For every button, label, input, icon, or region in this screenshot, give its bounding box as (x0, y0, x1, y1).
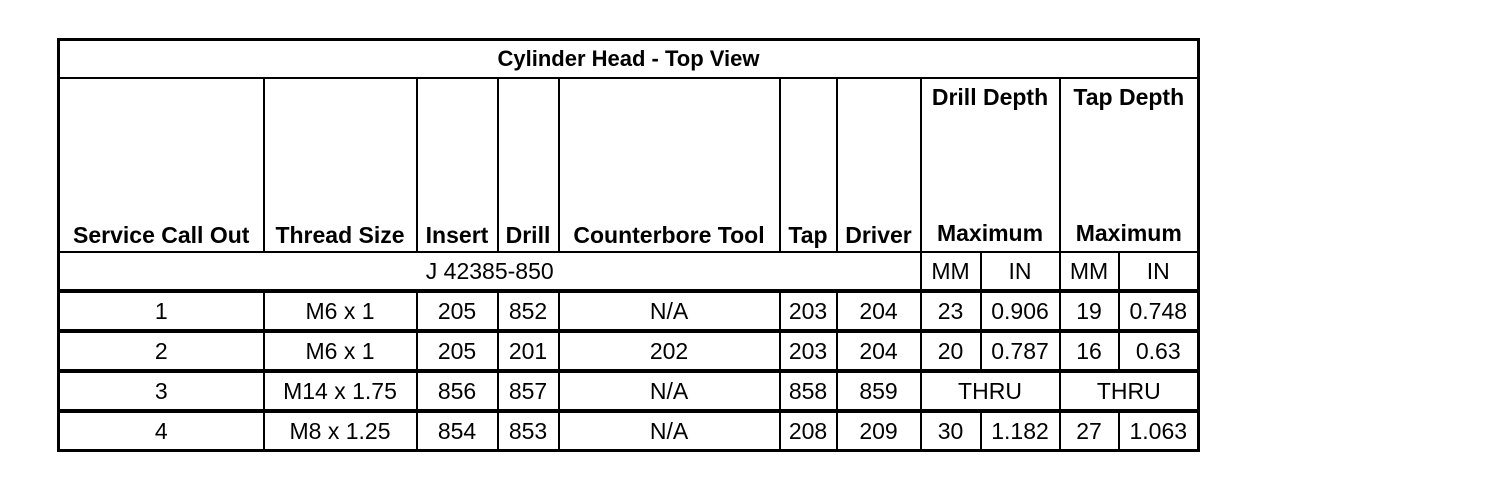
cell-drill: 853 (498, 411, 559, 451)
cell-insert: 854 (417, 411, 498, 451)
unit-tap-mm: MM (1060, 252, 1119, 291)
table-row (59, 411, 1199, 451)
cell-tap: 858 (780, 371, 837, 411)
cell-tap-depth: THRU (1060, 371, 1199, 411)
cell-drill-mm: 20 (921, 331, 981, 371)
header-service-call-out: Service Call Out (59, 78, 264, 252)
kit-unit-row (59, 252, 1199, 291)
cell-drill-mm: 23 (921, 291, 981, 331)
cell-drill-depth: THRU (921, 371, 1060, 411)
cell-tap: 203 (780, 291, 837, 331)
cell-counterbore-tool: 202 (559, 331, 780, 371)
cell-tap-mm: 16 (1060, 331, 1119, 371)
header-insert: Insert (417, 78, 498, 252)
header-tap: Tap (780, 78, 837, 252)
header-drill-depth-label: Drill Depth (931, 84, 1049, 110)
cell-service-call-out: 1 (59, 291, 264, 331)
cell-service-call-out: 3 (59, 371, 264, 411)
header-tap-depth-sub: Maximum (1075, 220, 1182, 246)
table-row (59, 331, 1199, 371)
kit-part-number: J 42385-850 (59, 252, 921, 291)
header-drill: Drill (498, 78, 559, 252)
cell-drill: 852 (498, 291, 559, 331)
cell-drill-in: 1.182 (981, 411, 1060, 451)
cell-counterbore-tool: N/A (559, 291, 780, 331)
cell-driver: 204 (837, 331, 921, 371)
cylinder-head-spec-table (57, 38, 1200, 452)
cell-insert: 856 (417, 371, 498, 411)
cell-tap-in: 0.63 (1119, 331, 1199, 371)
unit-tap-in: IN (1119, 252, 1199, 291)
unit-drill-mm: MM (921, 252, 981, 291)
table-row (59, 371, 1199, 411)
header-counterbore-tool: Counterbore Tool (559, 78, 780, 252)
header-row (59, 78, 1199, 252)
cell-drill: 201 (498, 331, 559, 371)
cell-thread-size: M8 x 1.25 (264, 411, 417, 451)
title-row (59, 40, 1199, 79)
cell-drill-in: 0.787 (981, 331, 1060, 371)
cell-thread-size: M6 x 1 (264, 331, 417, 371)
unit-drill-in: IN (981, 252, 1060, 291)
cell-insert: 205 (417, 291, 498, 331)
table-title: Cylinder Head - Top View (59, 40, 1199, 79)
cell-service-call-out: 4 (59, 411, 264, 451)
cell-service-call-out: 2 (59, 331, 264, 371)
cell-tap-mm: 19 (1060, 291, 1119, 331)
cell-driver: 204 (837, 291, 921, 331)
cell-drill-mm: 30 (921, 411, 981, 451)
header-drill-depth-sub: Maximum (936, 220, 1044, 246)
cell-thread-size: M14 x 1.75 (264, 371, 417, 411)
cell-counterbore-tool: N/A (559, 371, 780, 411)
header-tap-depth-label: Tap Depth (1073, 84, 1185, 110)
cell-driver: 859 (837, 371, 921, 411)
cell-thread-size: M6 x 1 (264, 291, 417, 331)
header-thread-size: Thread Size (264, 78, 417, 252)
cell-tap-in: 0.748 (1119, 291, 1199, 331)
cell-tap: 208 (780, 411, 837, 451)
cell-drill: 857 (498, 371, 559, 411)
cell-insert: 205 (417, 331, 498, 371)
header-driver: Driver (837, 78, 921, 252)
cell-tap-in: 1.063 (1119, 411, 1199, 451)
header-tap-depth (1060, 78, 1199, 252)
cell-drill-in: 0.906 (981, 291, 1060, 331)
table-row (59, 291, 1199, 331)
cell-tap: 203 (780, 331, 837, 371)
cell-counterbore-tool: N/A (559, 411, 780, 451)
header-drill-depth (921, 78, 1060, 252)
cell-driver: 209 (837, 411, 921, 451)
cell-tap-mm: 27 (1060, 411, 1119, 451)
